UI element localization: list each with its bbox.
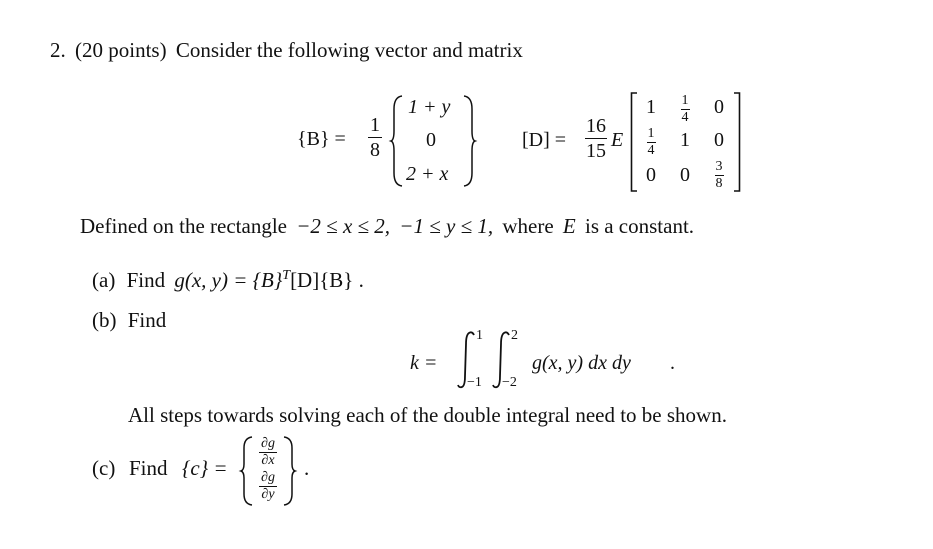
part-a-text: Find (126, 268, 166, 292)
vector-b-coef-numerator: 1 (370, 114, 380, 136)
matrix-d-cell: 3 8 (715, 159, 723, 192)
problem-number: 2. (50, 38, 66, 62)
domain-sentence (80, 216, 694, 237)
vector-b-label: {B} = (297, 128, 346, 150)
matrix-d-cell: 1 4 (681, 93, 689, 126)
problem-points: (20 points) (75, 38, 167, 62)
matrix-d-cell: 0 (714, 96, 724, 118)
matrix-d-coef-variable: E (611, 129, 624, 151)
integral-period: . (670, 352, 675, 374)
part-c-text: Find (129, 456, 168, 480)
integral-outer-lower: −1 (467, 375, 482, 390)
gradient-right-brace-icon (282, 436, 296, 506)
part-b (92, 310, 166, 331)
integral-inner-lower: −2 (502, 375, 517, 390)
problem-heading (50, 40, 523, 61)
vector-b-entry-2: 0 (426, 129, 436, 151)
part-a (92, 269, 364, 291)
matrix-d-cell: 1 (646, 96, 656, 118)
matrix-d-cell: 1 (680, 129, 690, 151)
gradient-left-brace-icon (240, 436, 254, 506)
vector-b-left-brace-icon (390, 95, 404, 187)
part-a-label: (a) (92, 268, 116, 292)
vector-b-coefficient (367, 115, 383, 160)
part-a-sup: T (282, 268, 291, 283)
gradient-entry-dg-dy: ∂g ∂y (257, 471, 279, 502)
matrix-d-cell: 0 (646, 164, 656, 186)
matrix-d-coefficient (584, 116, 608, 161)
problem-intro: Consider the following vector and matrix (175, 38, 523, 62)
vector-b-entry-3: 2 + x (406, 163, 449, 185)
part-b-text: Find (127, 308, 167, 332)
part-b-label: (b) (92, 308, 117, 332)
vector-b-coef-denominator: 8 (370, 139, 380, 162)
matrix-d-cell: 0 (714, 129, 724, 151)
domain-range-x: −2 ≤ x ≤ 2, (296, 214, 391, 238)
matrix-d-cell: 1 4 (647, 126, 655, 159)
part-a-expr: g(x, y) = {B} (174, 268, 283, 292)
part-c-period: . (304, 456, 310, 480)
vector-b-right-brace-icon (462, 95, 476, 187)
domain-tail: is a constant. (584, 214, 695, 238)
matrix-d-coef-denominator: 15 (586, 140, 606, 163)
gradient-entry-dg-dx: ∂g ∂x (257, 437, 279, 468)
domain-range-y: −1 ≤ y ≤ 1, (399, 214, 494, 238)
integrand: g(x, y) dx dy (532, 352, 631, 374)
domain-var: E (562, 214, 576, 238)
vector-b-entry-1: 1 + y (408, 96, 451, 118)
domain-mid: where (502, 214, 554, 238)
matrix-d-cell: 0 (680, 164, 690, 186)
part-c-lhs: {c} = (182, 456, 228, 480)
domain-lead: Defined on the rectangle (80, 214, 287, 238)
integral-outer-upper: 1 (476, 328, 483, 343)
part-a-expr-end: [D]{B} . (290, 268, 364, 292)
integral-lhs: k = (410, 352, 438, 374)
matrix-d-label: [D] = (522, 129, 567, 151)
integral-inner-upper: 2 (511, 328, 518, 343)
part-c-label: (c) (92, 456, 116, 480)
matrix-d-left-bracket-icon (630, 92, 638, 192)
matrix-d-right-bracket-icon (733, 92, 741, 192)
part-b-note: All steps towards solving each of the double integral need to be shown. (128, 403, 727, 427)
matrix-d-coef-numerator: 16 (586, 115, 606, 137)
